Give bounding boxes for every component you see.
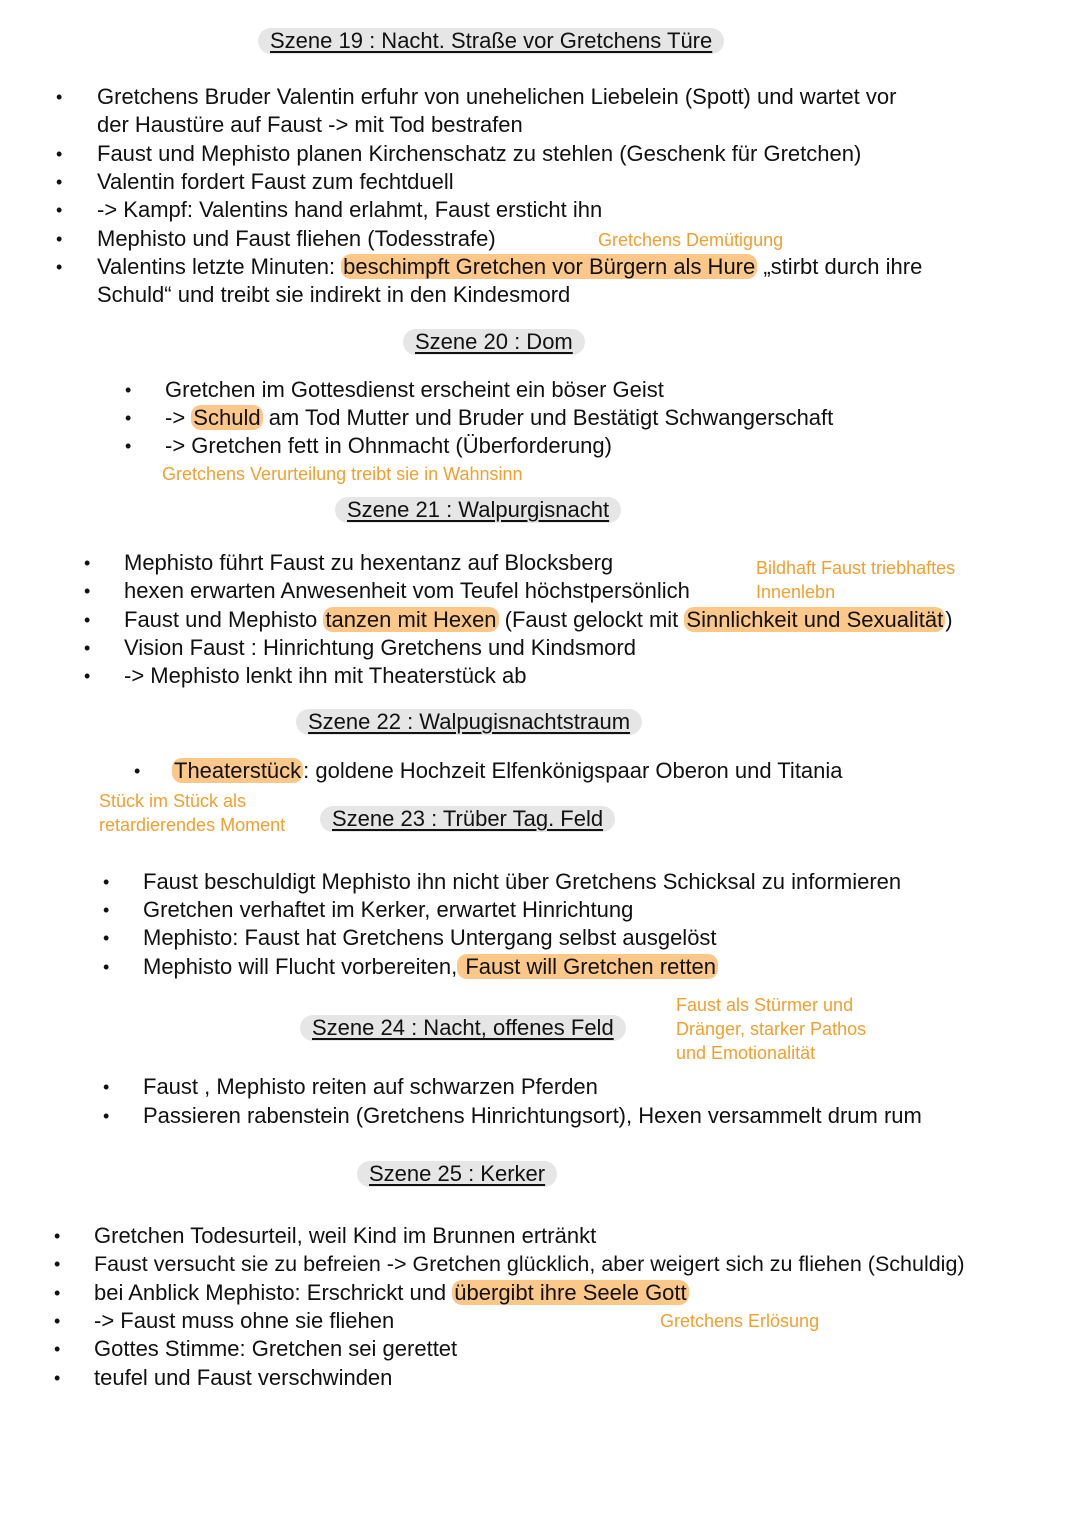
scene-21-item-1: Mephisto führt Faust zu hexentanz auf Blocksberg: [124, 550, 614, 575]
scene-23-item-4: [143, 953, 718, 981]
highlight-mark: Theaterstück: [174, 758, 302, 783]
scene-22-item-1: [172, 757, 843, 785]
scene-24-annotation: Faust als Stürmer und: [676, 995, 854, 1015]
scene-19-item-3: Valentin fordert Faust zum fechtduell: [97, 169, 454, 194]
bullet-icon: •: [103, 928, 110, 948]
scene-21-annotation-cont: Innenlebn: [756, 582, 836, 602]
scene-21-item-3: [124, 606, 953, 634]
scene-20-item-3: -> Gretchen fett in Ohnmacht (Überforderung): [165, 433, 612, 458]
scene-25-item-3-text: bei Anblick Mephisto: Erschrickt und: [94, 1280, 453, 1305]
scene-22-heading: Szene 22 : Walpugisnachtstraum: [296, 709, 642, 735]
scene-24-heading: Szene 24 : Nacht, offenes Feld: [300, 1015, 626, 1041]
scene-20-item-2-text-end: am Tod Mutter und Bruder und Bestätigt Schwangerschaft: [262, 405, 834, 430]
bullet-icon: •: [56, 200, 63, 220]
bullet-icon: •: [84, 581, 91, 601]
bullet-icon: •: [56, 257, 63, 277]
scene-20-heading: Szene 20 : Dom: [403, 329, 585, 355]
scene-20-item-2-text: ->: [165, 405, 192, 430]
scene-21-annotation: Bildhaft Faust triebhaftes: [756, 558, 956, 578]
scene-19-item-4: -> Kampf: Valentins hand erlahmt, Faust ersticht ihn: [97, 197, 603, 222]
scene-21-item-3-text-end: ): [945, 607, 953, 632]
scene-19-item-6-cont: Schuld“ und treibt sie indirekt in den Kindesmord: [97, 282, 571, 307]
scene-19-item-1: Gretchens Bruder Valentin erfuhr von unehelichen Liebelein (Spott) und wartet vor: [97, 84, 897, 109]
scene-24-item-1: Faust , Mephisto reiten auf schwarzen Pferden: [143, 1074, 598, 1099]
scene-25-item-6: teufel und Faust verschwinden: [94, 1365, 393, 1390]
scene-25-item-5: Gottes Stimme: Gretchen sei gerettet: [94, 1336, 458, 1361]
scene-24-annotation-cont-1: Dränger, starker Pathos: [676, 1019, 867, 1039]
bullet-icon: •: [134, 761, 141, 781]
bullet-icon: •: [84, 666, 91, 686]
scene-19-item-1-cont: der Haustüre auf Faust -> mit Tod bestrafen: [97, 112, 523, 137]
bullet-icon: •: [56, 229, 63, 249]
scene-19-item-6-text: Valentins letzte Minuten:: [97, 254, 342, 279]
scene-19-item-2: Faust und Mephisto planen Kirchenschatz zu stehlen (Geschenk für Gretchen): [97, 141, 862, 166]
bullet-icon: •: [54, 1254, 61, 1274]
scene-23-heading: Szene 23 : Trüber Tag. Feld: [320, 806, 615, 832]
scene-23-item-3: Mephisto: Faust hat Gretchens Untergang selbst ausgelöst: [143, 925, 717, 950]
scene-21-item-5: -> Mephisto lenkt ihn mit Theaterstück ab: [124, 663, 527, 688]
highlight-mark: beschimpft Gretchen vor Bürgern als Hure: [343, 254, 756, 279]
scene-22-annotation-cont: retardierendes Moment: [99, 815, 286, 835]
bullet-icon: •: [84, 610, 91, 630]
scene-25-item-1: Gretchen Todesurteil, weil Kind im Brunnen ertränkt: [94, 1223, 597, 1248]
scene-19-item-6: [97, 253, 922, 281]
bullet-icon: •: [54, 1226, 61, 1246]
bullet-icon: •: [103, 957, 110, 977]
highlight-mark: Schuld: [193, 405, 261, 430]
scene-24-item-2: Passieren rabenstein (Gretchens Hinrichtungsort), Hexen versammelt drum rum: [143, 1103, 922, 1128]
highlight-mark: Sinnlichkeit und Sexualität: [686, 607, 944, 632]
bullet-icon: •: [103, 1077, 110, 1097]
highlight-mark: übergibt ihre Seele Gott: [454, 1280, 687, 1305]
bullet-icon: •: [103, 900, 110, 920]
scene-22-item-1-text: : goldene Hochzeit Elfenkönigspaar Oberon und Titania: [303, 758, 843, 783]
scene-21-heading: Szene 21 : Walpurgisnacht: [335, 497, 621, 523]
bullet-icon: •: [56, 144, 63, 164]
bullet-icon: •: [56, 87, 63, 107]
bullet-icon: •: [84, 638, 91, 658]
scene-19-item-6-text-end: „stirbt durch ihre: [757, 254, 923, 279]
scene-23-item-1: Faust beschuldigt Mephisto ihn nicht über Gretchens Schicksal zu informieren: [143, 869, 902, 894]
scene-21-item-2: hexen erwarten Anwesenheit vom Teufel höchstpersönlich: [124, 578, 690, 603]
bullet-icon: •: [54, 1339, 61, 1359]
scene-24-annotation-cont-2: und Emotionalität: [676, 1043, 816, 1063]
scene-20-item-1: Gretchen im Gottesdienst erscheint ein böser Geist: [165, 377, 664, 402]
scene-21-item-4: Vision Faust : Hinrichtung Gretchens und Kindsmord: [124, 635, 636, 660]
bullet-icon: •: [103, 1106, 110, 1126]
bullet-icon: •: [84, 553, 91, 573]
scene-25-heading: Szene 25 : Kerker: [357, 1161, 557, 1187]
scene-25-item-3: [94, 1279, 689, 1307]
highlight-mark: Faust will Gretchen retten: [459, 954, 717, 979]
scene-20-annotation: Gretchens Verurteilung treibt sie in Wahnsinn: [162, 464, 523, 484]
bullet-icon: •: [56, 172, 63, 192]
scene-25-item-4: -> Faust muss ohne sie fliehen: [94, 1308, 395, 1333]
highlight-mark: tanzen mit Hexen: [325, 607, 497, 632]
bullet-icon: •: [54, 1283, 61, 1303]
scene-19-item-5: Mephisto und Faust fliehen (Todesstrafe): [97, 226, 496, 251]
bullet-icon: •: [125, 380, 132, 400]
scene-19-annotation: Gretchens Demütigung: [598, 230, 784, 250]
scene-21-item-3-text: Faust und Mephisto: [124, 607, 324, 632]
scene-19-heading: Szene 19 : Nacht. Straße vor Gretchens Türe: [258, 28, 724, 54]
bullet-icon: •: [103, 872, 110, 892]
scene-23-item-2: Gretchen verhaftet im Kerker, erwartet Hinrichtung: [143, 897, 634, 922]
scene-22-annotation: Stück im Stück als: [99, 791, 247, 811]
bullet-icon: •: [125, 408, 132, 428]
scene-23-item-4-text: Mephisto will Flucht vorbereiten,: [143, 954, 458, 979]
bullet-icon: •: [125, 436, 132, 456]
scene-25-annotation: Gretchens Erlösung: [660, 1311, 820, 1331]
scene-21-item-3-text-mid: (Faust gelockt mit: [498, 607, 685, 632]
bullet-icon: •: [54, 1368, 61, 1388]
scene-25-item-2: Faust versucht sie zu befreien -> Gretchen glücklich, aber weigert sich zu fliehen (Schuldig): [94, 1252, 965, 1276]
bullet-icon: •: [54, 1311, 61, 1331]
scene-20-item-2: [165, 404, 833, 432]
